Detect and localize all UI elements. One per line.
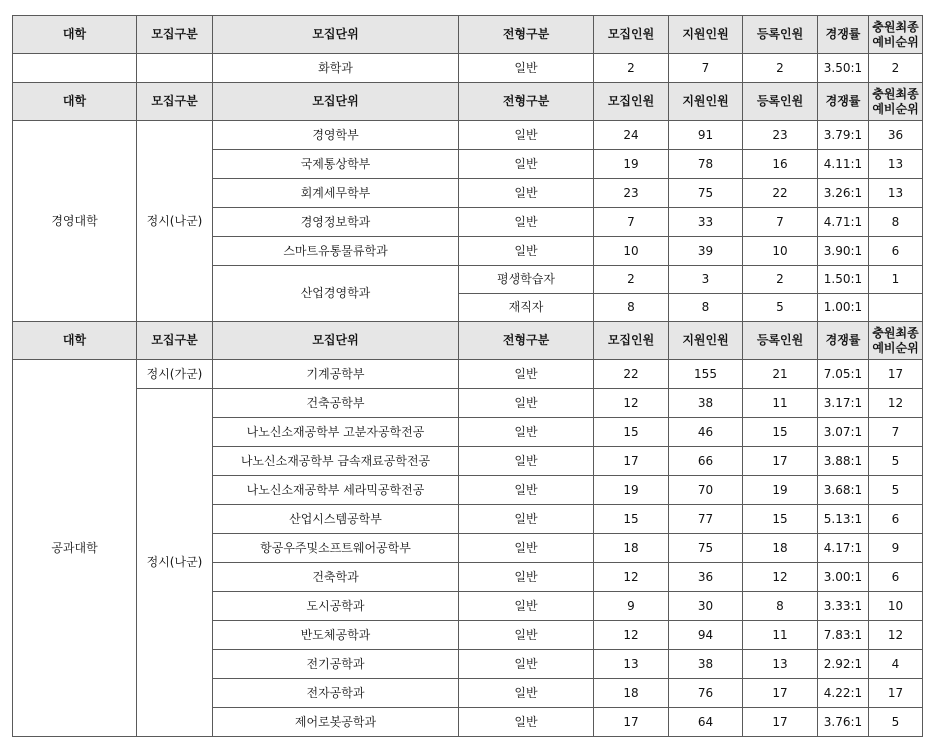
type-cell: 일반 — [459, 54, 594, 83]
quota-cell: 18 — [594, 679, 669, 708]
type-cell: 일반 — [459, 150, 594, 179]
type-cell: 일반 — [459, 121, 594, 150]
quota-cell: 24 — [594, 121, 669, 150]
header-college: 대학 — [13, 16, 137, 54]
table-row — [13, 389, 923, 418]
unit-cell: 회계세무학부 — [213, 179, 459, 208]
enrolled-cell: 19 — [743, 476, 818, 505]
enrolled-cell: 17 — [743, 679, 818, 708]
rank-cell: 5 — [869, 708, 923, 737]
applicants-cell: 76 — [669, 679, 743, 708]
unit-cell: 스마트유통물류학과 — [213, 237, 459, 266]
ratio-cell: 3.00:1 — [818, 563, 869, 592]
applicants-cell: 8 — [669, 294, 743, 322]
type-cell: 일반 — [459, 179, 594, 208]
rank-cell: 4 — [869, 650, 923, 679]
unit-cell: 화학과 — [213, 54, 459, 83]
header-rank: 충원최종 예비순위 — [869, 322, 923, 360]
header-ratio: 경쟁률 — [818, 83, 869, 121]
unit-cell: 산업경영학과 — [213, 266, 459, 322]
rank-cell: 6 — [869, 237, 923, 266]
unit-cell: 나노신소재공학부 세라믹공학전공 — [213, 476, 459, 505]
header-unit: 모집단위 — [213, 322, 459, 360]
header-row — [13, 322, 923, 360]
rank-cell: 8 — [869, 208, 923, 237]
quota-cell: 12 — [594, 621, 669, 650]
enrolled-cell: 22 — [743, 179, 818, 208]
type-cell: 일반 — [459, 208, 594, 237]
type-cell: 일반 — [459, 563, 594, 592]
unit-cell: 항공우주및소프트웨어공학부 — [213, 534, 459, 563]
enrolled-cell: 17 — [743, 447, 818, 476]
ratio-cell: 3.50:1 — [818, 54, 869, 83]
applicants-cell: 91 — [669, 121, 743, 150]
rank-cell: 36 — [869, 121, 923, 150]
quota-cell: 10 — [594, 237, 669, 266]
type-cell: 일반 — [459, 447, 594, 476]
table-row — [13, 360, 923, 389]
admission-results-table — [12, 15, 923, 737]
rank-cell: 5 — [869, 447, 923, 476]
rank-cell: 9 — [869, 534, 923, 563]
type-cell: 일반 — [459, 650, 594, 679]
header-quota: 모집인원 — [594, 322, 669, 360]
type-cell: 일반 — [459, 476, 594, 505]
rank-cell: 13 — [869, 179, 923, 208]
quota-cell: 2 — [594, 266, 669, 294]
table-row — [13, 54, 923, 83]
quota-cell: 13 — [594, 650, 669, 679]
enrolled-cell: 7 — [743, 208, 818, 237]
unit-cell: 경영정보학과 — [213, 208, 459, 237]
type-cell: 일반 — [459, 621, 594, 650]
quota-cell: 19 — [594, 476, 669, 505]
applicants-cell: 3 — [669, 266, 743, 294]
enrolled-cell: 13 — [743, 650, 818, 679]
ratio-cell: 2.92:1 — [818, 650, 869, 679]
enrolled-cell: 23 — [743, 121, 818, 150]
unit-cell: 경영학부 — [213, 121, 459, 150]
quota-cell: 15 — [594, 418, 669, 447]
ratio-cell: 3.76:1 — [818, 708, 869, 737]
enrolled-cell: 2 — [743, 266, 818, 294]
rank-cell — [869, 294, 923, 322]
header-applicants: 지원인원 — [669, 322, 743, 360]
header-college: 대학 — [13, 83, 137, 121]
rank-cell: 17 — [869, 679, 923, 708]
header-rank: 충원최종 예비순위 — [869, 16, 923, 54]
college-cell — [13, 54, 137, 83]
applicants-cell: 75 — [669, 179, 743, 208]
ratio-cell: 3.17:1 — [818, 389, 869, 418]
enrolled-cell: 18 — [743, 534, 818, 563]
applicants-cell: 70 — [669, 476, 743, 505]
header-enrolled: 등록인원 — [743, 16, 818, 54]
header-ratio: 경쟁률 — [818, 322, 869, 360]
type-cell: 재직자 — [459, 294, 594, 322]
unit-cell: 반도체공학과 — [213, 621, 459, 650]
quota-cell: 17 — [594, 447, 669, 476]
rank-cell: 10 — [869, 592, 923, 621]
type-cell: 일반 — [459, 708, 594, 737]
applicants-cell: 33 — [669, 208, 743, 237]
applicants-cell: 66 — [669, 447, 743, 476]
rank-cell: 12 — [869, 621, 923, 650]
enrolled-cell: 11 — [743, 389, 818, 418]
rank-cell: 5 — [869, 476, 923, 505]
unit-cell: 건축학과 — [213, 563, 459, 592]
header-category: 모집구분 — [137, 83, 213, 121]
ratio-cell: 7.83:1 — [818, 621, 869, 650]
ratio-cell: 3.33:1 — [818, 592, 869, 621]
header-category: 모집구분 — [137, 16, 213, 54]
enrolled-cell: 2 — [743, 54, 818, 83]
rank-cell: 6 — [869, 563, 923, 592]
enrolled-cell: 15 — [743, 418, 818, 447]
type-cell: 일반 — [459, 389, 594, 418]
quota-cell: 19 — [594, 150, 669, 179]
header-unit: 모집단위 — [213, 83, 459, 121]
applicants-cell: 39 — [669, 237, 743, 266]
enrolled-cell: 21 — [743, 360, 818, 389]
quota-cell: 23 — [594, 179, 669, 208]
type-cell: 일반 — [459, 592, 594, 621]
applicants-cell: 30 — [669, 592, 743, 621]
quota-cell: 15 — [594, 505, 669, 534]
college-cell: 경영대학 — [13, 121, 137, 322]
type-cell: 일반 — [459, 360, 594, 389]
header-row — [13, 83, 923, 121]
applicants-cell: 78 — [669, 150, 743, 179]
enrolled-cell: 17 — [743, 708, 818, 737]
enrolled-cell: 8 — [743, 592, 818, 621]
header-type: 전형구분 — [459, 83, 594, 121]
applicants-cell: 38 — [669, 650, 743, 679]
ratio-cell: 3.90:1 — [818, 237, 869, 266]
unit-cell: 도시공학과 — [213, 592, 459, 621]
applicants-cell: 38 — [669, 389, 743, 418]
header-enrolled: 등록인원 — [743, 83, 818, 121]
header-enrolled: 등록인원 — [743, 322, 818, 360]
enrolled-cell: 5 — [743, 294, 818, 322]
type-cell: 일반 — [459, 534, 594, 563]
header-row — [13, 16, 923, 54]
ratio-cell: 7.05:1 — [818, 360, 869, 389]
header-rank: 충원최종 예비순위 — [869, 83, 923, 121]
unit-cell: 나노신소재공학부 금속재료공학전공 — [213, 447, 459, 476]
college-cell: 공과대학 — [13, 360, 137, 737]
unit-cell: 산업시스템공학부 — [213, 505, 459, 534]
header-quota: 모집인원 — [594, 83, 669, 121]
ratio-cell: 4.71:1 — [818, 208, 869, 237]
ratio-cell: 5.13:1 — [818, 505, 869, 534]
quota-cell: 2 — [594, 54, 669, 83]
quota-cell: 17 — [594, 708, 669, 737]
ratio-cell: 3.07:1 — [818, 418, 869, 447]
header-applicants: 지원인원 — [669, 16, 743, 54]
quota-cell: 7 — [594, 208, 669, 237]
rank-cell: 1 — [869, 266, 923, 294]
unit-cell: 건축공학부 — [213, 389, 459, 418]
table-row — [13, 121, 923, 150]
header-applicants: 지원인원 — [669, 83, 743, 121]
ratio-cell: 3.26:1 — [818, 179, 869, 208]
ratio-cell: 4.17:1 — [818, 534, 869, 563]
quota-cell: 22 — [594, 360, 669, 389]
enrolled-cell: 12 — [743, 563, 818, 592]
ratio-cell: 3.68:1 — [818, 476, 869, 505]
type-cell: 일반 — [459, 237, 594, 266]
rank-cell: 7 — [869, 418, 923, 447]
applicants-cell: 155 — [669, 360, 743, 389]
enrolled-cell: 15 — [743, 505, 818, 534]
applicants-cell: 75 — [669, 534, 743, 563]
category-cell: 정시(나군) — [137, 389, 213, 737]
header-type: 전형구분 — [459, 322, 594, 360]
quota-cell: 18 — [594, 534, 669, 563]
type-cell: 일반 — [459, 505, 594, 534]
applicants-cell: 94 — [669, 621, 743, 650]
applicants-cell: 77 — [669, 505, 743, 534]
ratio-cell: 1.00:1 — [818, 294, 869, 322]
enrolled-cell: 11 — [743, 621, 818, 650]
applicants-cell: 64 — [669, 708, 743, 737]
rank-cell: 2 — [869, 54, 923, 83]
applicants-cell: 36 — [669, 563, 743, 592]
rank-cell: 6 — [869, 505, 923, 534]
rank-cell: 12 — [869, 389, 923, 418]
unit-cell: 전기공학과 — [213, 650, 459, 679]
rank-cell: 13 — [869, 150, 923, 179]
category-cell: 정시(나군) — [137, 121, 213, 322]
unit-cell: 제어로봇공학과 — [213, 708, 459, 737]
quota-cell: 12 — [594, 389, 669, 418]
ratio-cell: 4.11:1 — [818, 150, 869, 179]
unit-cell: 국제통상학부 — [213, 150, 459, 179]
ratio-cell: 3.79:1 — [818, 121, 869, 150]
unit-cell: 나노신소재공학부 고분자공학전공 — [213, 418, 459, 447]
header-unit: 모집단위 — [213, 16, 459, 54]
header-ratio: 경쟁률 — [818, 16, 869, 54]
unit-cell: 전자공학과 — [213, 679, 459, 708]
quota-cell: 12 — [594, 563, 669, 592]
applicants-cell: 46 — [669, 418, 743, 447]
ratio-cell: 4.22:1 — [818, 679, 869, 708]
header-category: 모집구분 — [137, 322, 213, 360]
header-quota: 모집인원 — [594, 16, 669, 54]
rank-cell: 17 — [869, 360, 923, 389]
ratio-cell: 1.50:1 — [818, 266, 869, 294]
applicants-cell: 7 — [669, 54, 743, 83]
type-cell: 일반 — [459, 418, 594, 447]
ratio-cell: 3.88:1 — [818, 447, 869, 476]
header-college: 대학 — [13, 322, 137, 360]
type-cell: 평생학습자 — [459, 266, 594, 294]
type-cell: 일반 — [459, 679, 594, 708]
enrolled-cell: 16 — [743, 150, 818, 179]
quota-cell: 8 — [594, 294, 669, 322]
category-cell — [137, 54, 213, 83]
quota-cell: 9 — [594, 592, 669, 621]
header-type: 전형구분 — [459, 16, 594, 54]
enrolled-cell: 10 — [743, 237, 818, 266]
unit-cell: 기계공학부 — [213, 360, 459, 389]
category-cell: 정시(가군) — [137, 360, 213, 389]
